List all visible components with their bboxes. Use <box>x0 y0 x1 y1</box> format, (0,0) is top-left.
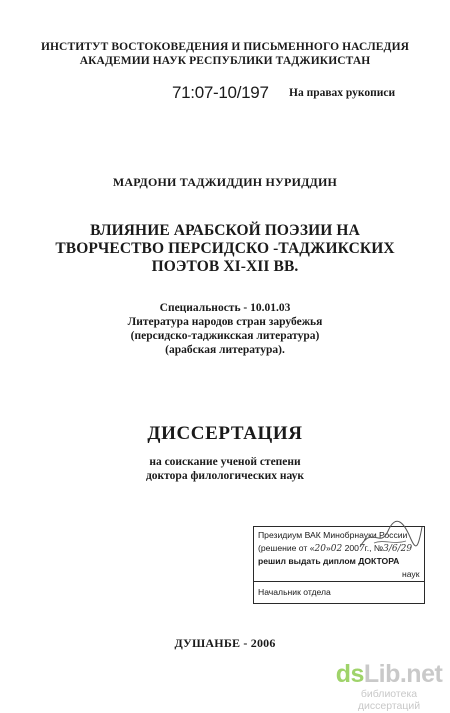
stamp-decision-day: 20 <box>314 544 326 554</box>
stamp-decision-prefix: (решение от « <box>258 543 315 553</box>
stamp-upper-section <box>254 527 424 582</box>
stamp-line-1: Президиум ВАК Минобрнауки России <box>258 530 408 540</box>
dslib-tagline: библиотека диссертаций <box>357 688 421 712</box>
degree-block <box>0 455 450 483</box>
institute-line-2: АКАДЕМИИ НАУК РЕСПУБЛИКИ ТАДЖИКИСТАН <box>79 55 371 67</box>
degree-line-2: доктора филологических наук <box>145 470 305 482</box>
udc-code: 71:07-10/197 <box>172 83 269 102</box>
vak-stamp <box>253 526 425 604</box>
title-line-2: ТВОРЧЕСТВО ПЕРСИДСКО -ТАДЖИКСКИХ <box>55 240 395 257</box>
title-line-1: ВЛИЯНИЕ АРАБСКОЙ ПОЭЗИИ НА <box>90 222 360 239</box>
document-type: ДИССЕРТАЦИЯ <box>147 423 303 444</box>
specialty-line-1: Специальность - 10.01.03 <box>159 302 291 314</box>
city-year: ДУШАНБЕ - 2006 <box>174 636 276 650</box>
stamp-decision-month: 02 <box>330 544 343 554</box>
stamp-line-4: наук <box>402 569 420 579</box>
specialty-line-4: (арабская литература). <box>165 344 285 356</box>
institute-line-1: ИНСТИТУТ ВОСТОКОВЕДЕНИЯ И ПИСЬМЕННОГО НАСЛЕДИЯ <box>40 41 410 53</box>
stamp-decision-year-prefix: 200 <box>344 543 359 553</box>
dslib-watermark <box>330 660 448 712</box>
author-name: МАРДОНИ ТАДЖИДДИН НУРИДДИН <box>112 175 338 189</box>
dissertation-title <box>0 222 450 276</box>
specialty-block <box>0 301 450 357</box>
stamp-line-3: решил выдать диплом ДОКТОРА <box>258 556 400 566</box>
stamp-decision-year-suffix: 7 <box>358 544 365 554</box>
stamp-decision-number: 3/6/29 <box>383 544 413 554</box>
dslib-logo-rest: Lib.net <box>363 660 443 688</box>
title-line-3: ПОЭТОВ XI-XII ВВ. <box>151 258 299 275</box>
institute-header <box>0 40 450 68</box>
specialty-line-3: (персидско-таджикская литература) <box>130 330 320 342</box>
handwritten-signature <box>354 519 424 553</box>
dslib-logo <box>330 660 448 688</box>
specialty-line-2: Литература народов стран зарубежья <box>127 316 323 328</box>
stamp-line-5: Начальник отдела <box>258 587 331 597</box>
dslib-logo-ds: ds <box>335 660 364 688</box>
manuscript-rights-note: На правах рукописи <box>289 87 396 99</box>
degree-line-1: на соискание ученой степени <box>149 456 301 468</box>
stamp-decision-mid: » <box>325 543 331 553</box>
stamp-decision-number-label: г., № <box>364 543 384 553</box>
